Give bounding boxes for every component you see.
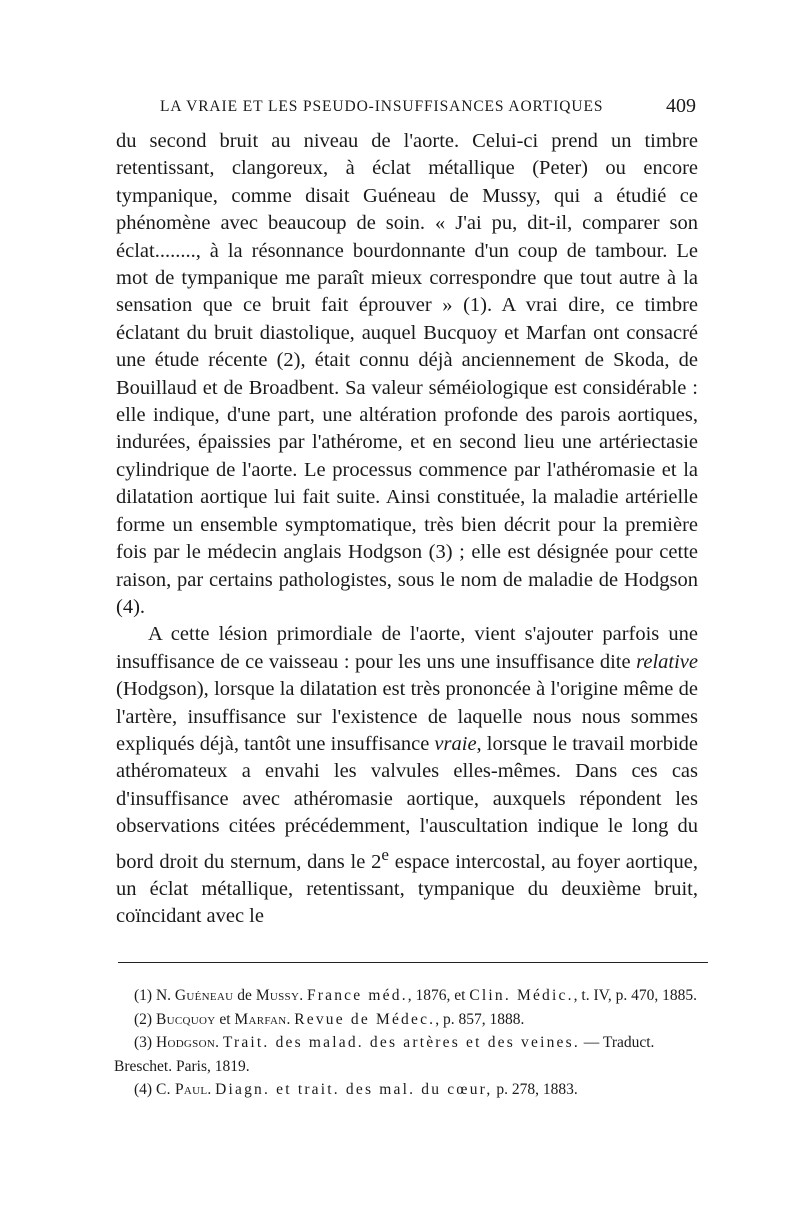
footnote-2-source: Revue de Médec. xyxy=(294,1010,436,1028)
footnote-1-source: France méd. xyxy=(306,987,408,1004)
paragraph-2-part-d: espace intercostal, au foyer aortique, un éclat métallique, retentissant, tympanique du deuxième bruit, coïncidant avec le xyxy=(116,850,699,928)
italic-relative: relative xyxy=(636,650,698,673)
italic-vraie: vraie xyxy=(434,732,477,755)
footnote-3-author: Hodgson xyxy=(155,1034,216,1051)
footnote-1: (1) N. Guéneau de Mussy. France méd., 1876, et Clin. Médic., t. IV, p. 470, 1885. xyxy=(134,987,697,1004)
footnote-1-detail: , 1876, et xyxy=(407,987,466,1004)
paragraph-2 xyxy=(116,621,698,930)
running-title: LA VRAIE ET LES PSEUDO-INSUFFISANCES AORTIQUES xyxy=(160,98,604,115)
footnote-4: (4) C. Paul. Diagn. et trait. des mal. du cœur, p. 278, 1883. xyxy=(134,1081,578,1098)
footnote-3: (3) Hodgson. Trait. des malad. des artères et des veines. — Traduct. Breschet. Paris, 1819. xyxy=(114,1034,655,1075)
page-number: 409 xyxy=(666,95,696,117)
footnote-2-and: et xyxy=(219,1010,231,1028)
footnote-3-detail: — Traduct. Breschet. Paris, 1819. xyxy=(114,1034,655,1075)
footnote-4-number: (4) xyxy=(134,1081,153,1098)
footnote-4-detail: p. 278, 1883. xyxy=(496,1081,578,1098)
footnote-2-detail: , p. 857, 1888. xyxy=(435,1010,525,1028)
page-header xyxy=(160,95,700,121)
paragraph-2-part-a: A cette lésion primordiale de l'aorte, vient s'ajouter parfois une insuffisance de ce vaisseau : pour les uns une insuffisance dite xyxy=(116,623,698,673)
footnote-1-author-name: Guéneau xyxy=(174,987,234,1004)
footnote-1-author-initial: N. xyxy=(155,987,172,1004)
footnote-separator xyxy=(118,962,708,963)
paragraph-2-part-c: , lorsque le travail morbide athéromateux a envahi les valvules elles-mêmes. Dans ces cas d'insuffisance avec athéromasie aortique, auxquels répondent les observations citées précédemment, l'auscultation indique le long du bord droit du sternum, dans le xyxy=(116,732,698,873)
footnote-1-source-2: Clin. Médic. xyxy=(469,987,574,1004)
footnote-4-author: C. Paul xyxy=(155,1081,208,1098)
footnote-2: (2) Bucquoy et Marfan. Revue de Médec., p. 857, 1888. xyxy=(134,1010,525,1028)
footnote-1-detail-2: , t. IV, p. 470, 1885. xyxy=(573,987,697,1004)
main-text xyxy=(116,128,698,931)
ordinal-superscript: e xyxy=(381,844,389,864)
ordinal-number: 2 xyxy=(371,850,382,873)
footnote-2-number: (2) xyxy=(134,1010,153,1028)
paragraph-1: du second bruit au niveau de l'aorte. Celui-ci prend un timbre retentissant, clangoreux, à éclat métallique (Peter) ou encore tympanique, comme disait Guéneau de Mussy, qui a étudié ce phénomène avec beaucoup de soin. « J'ai pu, dit-il, comparer son éclat........, à la résonnance bourdonnante d'un coup de tambour. Le mot de tympanique me paraît mieux correspondre que tout autre à la sensation que ce bruit fait éprouver » (1). A vrai dire, ce timbre éclatant du bruit diastolique, auquel Bucquoy et Marfan ont consacré une étude récente (2), était connu déjà anciennement de Skoda, de Bouillaud et de Broadbent. Sa valeur séméiologique est considérable : elle indique, d'une part, une altération profonde des parois aortiques, indurées, épaissies par l'athérome, et en second lieu une artériectasie cylindrique de l'aorte. Le processus commence par l'athéromasie et la dilatation aortique lui fait suite. Ainsi constituée, la maladie artérielle forme un ensemble symptomatique, très bien décrit pour la première fois par le médecin anglais Hodgson (3) ; elle est désignée pour cette raison, par certains pathologistes, sous le nom de maladie de Hodgson (4). xyxy=(116,130,698,618)
footnote-3-title: Trait. des malad. des artères et des veines. xyxy=(222,1034,580,1051)
footnote-2-author-2: Marfan xyxy=(234,1010,287,1028)
footnotes xyxy=(114,984,708,1102)
footnote-1-author-surname: Mussy xyxy=(255,987,300,1004)
paragraph-2-part-b: (Hodgson), lorsque la dilatation est très prononcée à l'origine même de l'artère, insuffisance sur l'existence de laquelle nous nous sommes expliqués déjà, tantôt une insuffisance xyxy=(116,678,698,755)
footnote-3-number: (3) xyxy=(134,1034,153,1051)
footnote-1-number: (1) xyxy=(134,987,153,1004)
footnote-1-author-particle: de xyxy=(237,987,252,1004)
footnote-4-title: Diagn. et trait. des mal. du cœur, xyxy=(215,1081,493,1098)
footnote-2-author-1: Bucquoy xyxy=(155,1010,216,1028)
